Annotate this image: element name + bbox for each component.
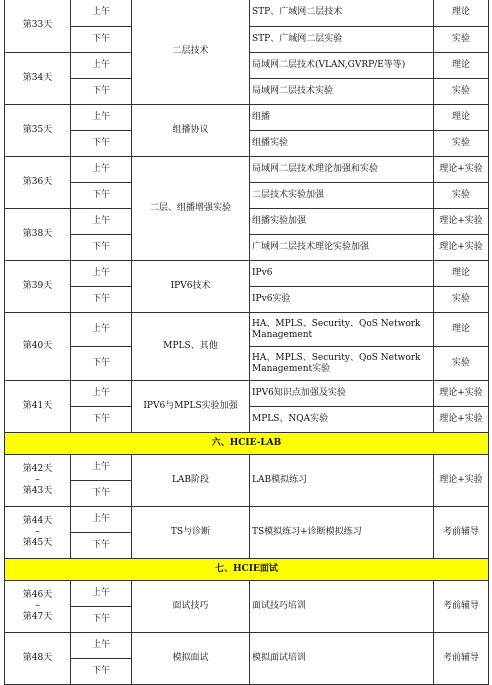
period-cell: 下午 bbox=[71, 287, 132, 313]
day-range-cell bbox=[5, 455, 71, 507]
module-cell: TS与诊断 bbox=[132, 507, 250, 559]
module-cell: 模拟面试 bbox=[132, 633, 250, 685]
period-cell: 上午 bbox=[71, 633, 132, 659]
module-cell: LAB阶段 bbox=[132, 455, 250, 507]
period-cell: 上午 bbox=[71, 455, 132, 481]
type-cell: 理论+实验 bbox=[434, 209, 489, 235]
day-cell: 第36天 bbox=[5, 157, 71, 209]
day-start: 第42天 bbox=[22, 464, 53, 474]
table-row bbox=[5, 105, 489, 131]
period-cell: 下午 bbox=[71, 27, 132, 53]
period-cell: 下午 bbox=[71, 131, 132, 157]
table-row bbox=[5, 581, 489, 607]
module-cell: MPLS、其他 bbox=[132, 313, 250, 381]
table-row bbox=[5, 313, 489, 347]
section-header-row bbox=[5, 433, 489, 455]
type-cell: 理论 bbox=[434, 105, 489, 131]
day-range-dash: – bbox=[35, 601, 40, 611]
module-cell: 二层技术 bbox=[132, 0, 250, 105]
topic-cell: 组播 bbox=[250, 105, 434, 131]
topic-cell: TS模拟练习+诊断模拟练习 bbox=[250, 507, 434, 559]
type-cell: 理论+实验 bbox=[434, 455, 489, 507]
day-cell: 第34天 bbox=[5, 53, 71, 105]
topic-cell: 广域网二层技术理论实验加强 bbox=[250, 235, 434, 261]
period-cell: 上午 bbox=[71, 209, 132, 235]
type-cell: 实验 bbox=[434, 79, 489, 105]
topic-cell: 组播实验 bbox=[250, 131, 434, 157]
period-cell: 上午 bbox=[71, 53, 132, 79]
topic-cell: 局域网二层技术(VLAN,GVRP/E等等) bbox=[250, 53, 434, 79]
topic-cell: HA、MPLS、Security、QoS Network Management实验 bbox=[250, 347, 434, 381]
type-cell: 考前辅导 bbox=[434, 507, 489, 559]
table-row bbox=[5, 381, 489, 407]
day-cell: 第33天 bbox=[5, 0, 71, 53]
topic-cell: IPV6知识点加强及实验 bbox=[250, 381, 434, 407]
section-header-row bbox=[5, 559, 489, 581]
period-cell: 下午 bbox=[71, 183, 132, 209]
day-cell: 第38天 bbox=[5, 209, 71, 261]
type-cell: 理论+实验 bbox=[434, 235, 489, 261]
topic-cell: STP、广域网二层技术 bbox=[250, 0, 434, 27]
table-row bbox=[5, 157, 489, 183]
module-cell: 组播协议 bbox=[132, 105, 250, 157]
period-cell: 下午 bbox=[71, 533, 132, 559]
period-cell: 上午 bbox=[71, 261, 132, 287]
table-row bbox=[5, 455, 489, 481]
period-cell: 下午 bbox=[71, 407, 132, 433]
topic-cell: LAB模拟练习 bbox=[250, 455, 434, 507]
type-cell: 理论+实验 bbox=[434, 381, 489, 407]
type-cell: 理论 bbox=[434, 261, 489, 287]
day-cell: 第40天 bbox=[5, 313, 71, 381]
period-cell: 上午 bbox=[71, 105, 132, 131]
table-row bbox=[5, 261, 489, 287]
period-cell: 上午 bbox=[71, 157, 132, 183]
day-end: 第47天 bbox=[22, 612, 53, 622]
type-cell: 考前辅导 bbox=[434, 633, 489, 685]
day-range-dash: – bbox=[35, 475, 40, 485]
day-start: 第46天 bbox=[22, 590, 53, 600]
type-cell: 理论+实验 bbox=[434, 407, 489, 433]
topic-cell: IPv6 bbox=[250, 261, 434, 287]
type-cell: 理论 bbox=[434, 313, 489, 347]
period-cell: 上午 bbox=[71, 507, 132, 533]
section-title: 六、HCIE-LAB bbox=[5, 433, 489, 455]
day-cell: 第41天 bbox=[5, 381, 71, 433]
topic-cell: 局域网二层技术理论加强和实验 bbox=[250, 157, 434, 183]
topic-cell: 面试技巧培训 bbox=[250, 581, 434, 633]
day-end: 第43天 bbox=[22, 486, 53, 496]
period-cell: 上午 bbox=[71, 313, 132, 347]
type-cell: 理论 bbox=[434, 0, 489, 27]
type-cell: 考前辅导 bbox=[434, 581, 489, 633]
topic-cell: 模拟面试培训 bbox=[250, 633, 434, 685]
day-start: 第44天 bbox=[22, 516, 53, 526]
type-cell: 理论 bbox=[434, 53, 489, 79]
topic-cell: IPv6实验 bbox=[250, 287, 434, 313]
period-cell: 下午 bbox=[71, 235, 132, 261]
day-end: 第45天 bbox=[22, 538, 53, 548]
table-row bbox=[5, 0, 489, 27]
period-cell: 上午 bbox=[71, 581, 132, 607]
day-cell: 第39天 bbox=[5, 261, 71, 313]
type-cell: 实验 bbox=[434, 287, 489, 313]
section-title: 七、HCIE面试 bbox=[5, 559, 489, 581]
period-cell: 下午 bbox=[71, 79, 132, 105]
day-range-cell bbox=[5, 507, 71, 559]
module-cell: IPV6与MPLS实验加强 bbox=[132, 381, 250, 433]
period-cell: 上午 bbox=[71, 0, 132, 27]
module-cell: 面试技巧 bbox=[132, 581, 250, 633]
day-range-cell bbox=[5, 581, 71, 633]
type-cell: 实验 bbox=[434, 183, 489, 209]
period-cell: 下午 bbox=[71, 481, 132, 507]
period-cell: 下午 bbox=[71, 347, 132, 381]
module-cell: 二层、组播增强实验 bbox=[132, 157, 250, 261]
module-cell: IPV6技术 bbox=[132, 261, 250, 313]
table-row bbox=[5, 507, 489, 533]
topic-cell: 局域网二层技术实验 bbox=[250, 79, 434, 105]
topic-cell: HA、MPLS、Security、QoS Network Management bbox=[250, 313, 434, 347]
type-cell: 实验 bbox=[434, 347, 489, 381]
topic-cell: STP、广域网二层实验 bbox=[250, 27, 434, 53]
table-row bbox=[5, 633, 489, 659]
day-cell: 第35天 bbox=[5, 105, 71, 157]
day-cell: 第48天 bbox=[5, 633, 71, 685]
period-cell: 下午 bbox=[71, 607, 132, 633]
period-cell: 下午 bbox=[71, 659, 132, 685]
type-cell: 理论+实验 bbox=[434, 157, 489, 183]
topic-cell: MPLS、NQA实验 bbox=[250, 407, 434, 433]
day-range-dash: – bbox=[35, 527, 40, 537]
topic-cell: 组播实验加强 bbox=[250, 209, 434, 235]
type-cell: 实验 bbox=[434, 27, 489, 53]
type-cell: 实验 bbox=[434, 131, 489, 157]
course-schedule-table bbox=[4, 0, 489, 685]
period-cell: 上午 bbox=[71, 381, 132, 407]
topic-cell: 二层技术实验加强 bbox=[250, 183, 434, 209]
